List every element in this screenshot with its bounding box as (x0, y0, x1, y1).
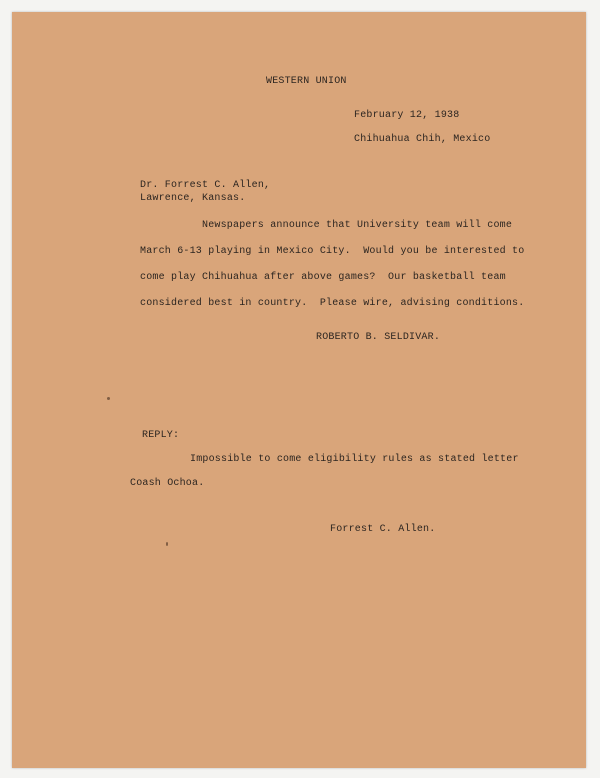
reply-line-1: Impossible to come eligibility rules as stated letter (190, 454, 519, 465)
reply-line-2: Coash Ochoa. (130, 478, 205, 489)
addressee-city: Lawrence, Kansas. (140, 193, 246, 204)
telegram-line-2: March 6-13 playing in Mexico City. Would you be interested to (140, 246, 525, 257)
ink-speck (107, 397, 110, 400)
place-line: Chihuahua Chih, Mexico (354, 134, 491, 145)
telegram-line-1: Newspapers announce that University team will come (202, 220, 513, 231)
telegram-line-4: considered best in country. Please wire, advising conditions. (140, 298, 525, 309)
addressee-name: Dr. Forrest C. Allen, (140, 180, 271, 191)
reply-label: REPLY: (142, 430, 180, 441)
telegram-signature: ROBERTO B. SELDIVAR. (316, 332, 441, 343)
company-heading: WESTERN UNION (266, 76, 347, 87)
letter-page (12, 12, 586, 768)
date-line: February 12, 1938 (354, 110, 460, 121)
ink-speck (166, 542, 168, 546)
reply-signature: Forrest C. Allen. (330, 524, 436, 535)
telegram-line-3: come play Chihuahua after above games? Our basketball team (140, 272, 506, 283)
